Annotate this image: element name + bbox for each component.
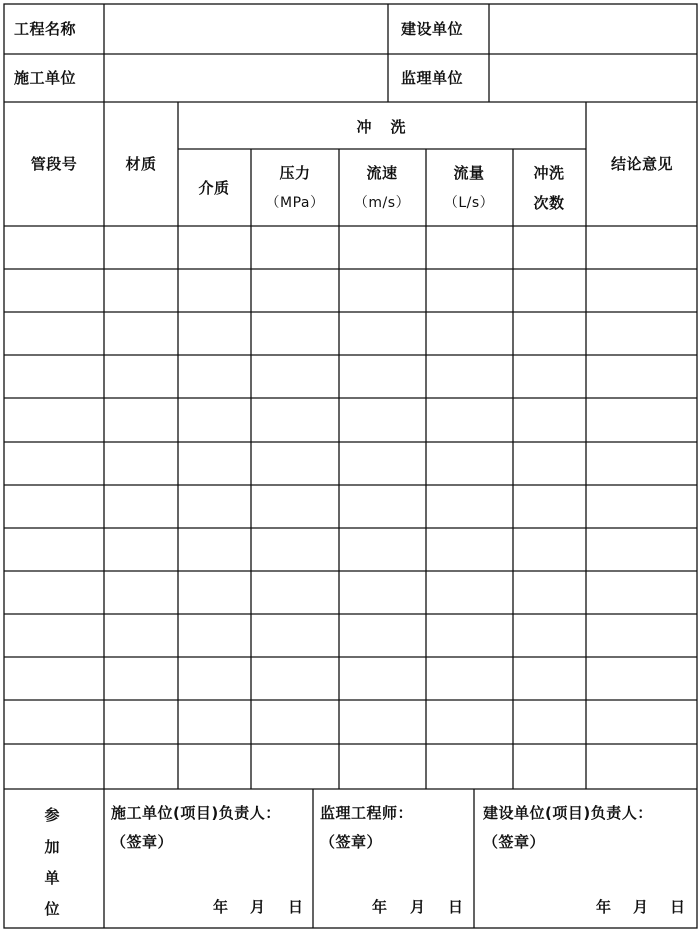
pipe-section-cell[interactable] — [6, 659, 102, 698]
conclusion-cell[interactable] — [588, 573, 695, 612]
builder-lead-label: 建设单位(项目)负责人： — [483, 804, 653, 822]
flow-cell[interactable] — [428, 228, 511, 267]
flow-cell[interactable] — [428, 271, 511, 310]
pipe-section-cell[interactable] — [6, 228, 102, 267]
project-name-label: 工程名称 — [14, 20, 77, 38]
col-velocity-unit: （m/s） — [353, 195, 411, 211]
col-flow-unit: （L/s） — [443, 195, 495, 211]
flush-times-cell[interactable] — [515, 573, 584, 612]
velocity-cell[interactable] — [341, 314, 424, 353]
flush-times-cell[interactable] — [515, 271, 584, 310]
pipe-section-cell[interactable] — [6, 357, 102, 396]
pressure-cell[interactable] — [253, 573, 337, 612]
medium-cell[interactable] — [180, 616, 249, 655]
col-velocity: 流速 — [366, 164, 398, 182]
conclusion-cell[interactable] — [588, 487, 695, 526]
year-label: 年 — [213, 898, 229, 916]
material-cell[interactable] — [106, 573, 176, 612]
pressure-cell[interactable] — [253, 400, 337, 440]
flush-times-cell[interactable] — [515, 616, 584, 655]
pressure-cell[interactable] — [253, 271, 337, 310]
builder-seal: （签章） — [483, 833, 546, 851]
flush-times-cell[interactable] — [515, 400, 584, 440]
flow-cell[interactable] — [428, 400, 511, 440]
pressure-cell[interactable] — [253, 314, 337, 353]
medium-cell[interactable] — [180, 530, 249, 569]
conclusion-cell[interactable] — [588, 271, 695, 310]
material-cell[interactable] — [106, 702, 176, 742]
col-conclusion: 结论意见 — [610, 155, 674, 173]
velocity-cell[interactable] — [341, 487, 424, 526]
flush-times-cell[interactable] — [515, 659, 584, 698]
pipe-section-cell[interactable] — [6, 444, 102, 483]
velocity-cell[interactable] — [341, 616, 424, 655]
pipe-section-cell[interactable] — [6, 573, 102, 612]
flush-times-cell[interactable] — [515, 530, 584, 569]
col-flush-times-line2: 次数 — [533, 194, 565, 212]
conclusion-cell[interactable] — [588, 746, 695, 787]
material-cell[interactable] — [106, 444, 176, 483]
day-label: 日 — [288, 898, 304, 916]
velocity-cell[interactable] — [341, 702, 424, 742]
conclusion-cell[interactable] — [588, 530, 695, 569]
construction-unit-label: 施工单位 — [14, 69, 77, 87]
conclusion-cell[interactable] — [588, 444, 695, 483]
col-medium: 介质 — [198, 179, 230, 197]
material-cell[interactable] — [106, 487, 176, 526]
flush-times-cell[interactable] — [515, 746, 584, 787]
medium-cell[interactable] — [180, 702, 249, 742]
year-label: 年 — [372, 898, 388, 916]
material-cell[interactable] — [106, 616, 176, 655]
pressure-cell[interactable] — [253, 659, 337, 698]
month-label: 月 — [250, 898, 266, 916]
pipe-section-cell[interactable] — [6, 487, 102, 526]
flow-cell[interactable] — [428, 659, 511, 698]
flow-cell[interactable] — [428, 702, 511, 742]
velocity-cell[interactable] — [341, 400, 424, 440]
material-cell[interactable] — [106, 659, 176, 698]
pipe-section-cell[interactable] — [6, 746, 102, 787]
pressure-cell[interactable] — [253, 357, 337, 396]
material-cell[interactable] — [106, 357, 176, 396]
medium-cell[interactable] — [180, 573, 249, 612]
medium-cell[interactable] — [180, 357, 249, 396]
flow-cell[interactable] — [428, 616, 511, 655]
velocity-cell[interactable] — [341, 746, 424, 787]
flow-cell[interactable] — [428, 357, 511, 396]
flow-cell[interactable] — [428, 487, 511, 526]
medium-cell[interactable] — [180, 746, 249, 787]
medium-cell[interactable] — [180, 444, 249, 483]
conclusion-cell[interactable] — [588, 228, 695, 267]
supervision-engineer-label: 监理工程师： — [320, 804, 414, 822]
day-label: 日 — [448, 898, 464, 916]
medium-cell[interactable] — [180, 271, 249, 310]
conclusion-cell[interactable] — [588, 314, 695, 353]
pipe-section-cell[interactable] — [6, 702, 102, 742]
col-flush-group: 冲 洗 — [356, 118, 408, 136]
flow-cell[interactable] — [428, 573, 511, 612]
velocity-cell[interactable] — [341, 573, 424, 612]
participants-char: 单 — [44, 869, 60, 887]
medium-cell[interactable] — [180, 659, 249, 698]
col-pipe-section: 管段号 — [30, 155, 78, 173]
medium-cell[interactable] — [180, 314, 249, 353]
pressure-cell[interactable] — [253, 616, 337, 655]
flush-times-cell[interactable] — [515, 357, 584, 396]
participants-char: 加 — [44, 838, 60, 856]
flow-cell[interactable] — [428, 444, 511, 483]
flush-times-cell[interactable] — [515, 702, 584, 742]
conclusion-cell[interactable] — [588, 616, 695, 655]
velocity-cell[interactable] — [341, 357, 424, 396]
col-pressure-unit: （MPa） — [265, 195, 325, 211]
month-label: 月 — [410, 898, 426, 916]
velocity-cell[interactable] — [341, 659, 424, 698]
medium-cell[interactable] — [180, 487, 249, 526]
pressure-cell[interactable] — [253, 746, 337, 787]
supervision-unit-label: 监理单位 — [401, 69, 464, 87]
pipe-section-cell[interactable] — [6, 314, 102, 353]
year-label: 年 — [596, 898, 612, 916]
pressure-cell[interactable] — [253, 228, 337, 267]
material-cell[interactable] — [106, 271, 176, 310]
col-flush-times-line1: 冲洗 — [533, 164, 565, 182]
month-label: 月 — [633, 898, 649, 916]
pressure-cell[interactable] — [253, 702, 337, 742]
col-material: 材质 — [125, 155, 157, 173]
pressure-cell[interactable] — [253, 530, 337, 569]
pipe-section-cell[interactable] — [6, 400, 102, 440]
medium-cell[interactable] — [180, 400, 249, 440]
participants-char: 位 — [44, 900, 60, 918]
material-cell[interactable] — [106, 746, 176, 787]
col-flow: 流量 — [453, 164, 485, 182]
conclusion-cell[interactable] — [588, 702, 695, 742]
material-cell[interactable] — [106, 314, 176, 353]
velocity-cell[interactable] — [341, 271, 424, 310]
pipe-section-cell[interactable] — [6, 271, 102, 310]
flush-times-cell[interactable] — [515, 487, 584, 526]
pressure-cell[interactable] — [253, 487, 337, 526]
pressure-cell[interactable] — [253, 444, 337, 483]
material-cell[interactable] — [106, 530, 176, 569]
velocity-cell[interactable] — [341, 228, 424, 267]
pipe-section-cell[interactable] — [6, 530, 102, 569]
conclusion-cell[interactable] — [588, 659, 695, 698]
col-pressure: 压力 — [279, 164, 311, 182]
flow-cell[interactable] — [428, 746, 511, 787]
builder-label: 建设单位 — [401, 20, 464, 38]
participants-char: 参 — [44, 806, 60, 824]
material-cell[interactable] — [106, 400, 176, 440]
flush-times-cell[interactable] — [515, 444, 584, 483]
supervision-seal: （签章） — [320, 833, 383, 851]
velocity-cell[interactable] — [341, 444, 424, 483]
conclusion-cell[interactable] — [588, 400, 695, 440]
construction-lead-label: 施工单位(项目)负责人： — [111, 804, 281, 822]
velocity-cell[interactable] — [341, 530, 424, 569]
flush-times-cell[interactable] — [515, 228, 584, 267]
flow-cell[interactable] — [428, 530, 511, 569]
day-label: 日 — [670, 898, 686, 916]
construction-seal: （签章） — [111, 833, 174, 851]
material-cell[interactable] — [106, 228, 176, 267]
conclusion-cell[interactable] — [588, 357, 695, 396]
medium-cell[interactable] — [180, 228, 249, 267]
flow-cell[interactable] — [428, 314, 511, 353]
pipe-section-cell[interactable] — [6, 616, 102, 655]
flush-times-cell[interactable] — [515, 314, 584, 353]
